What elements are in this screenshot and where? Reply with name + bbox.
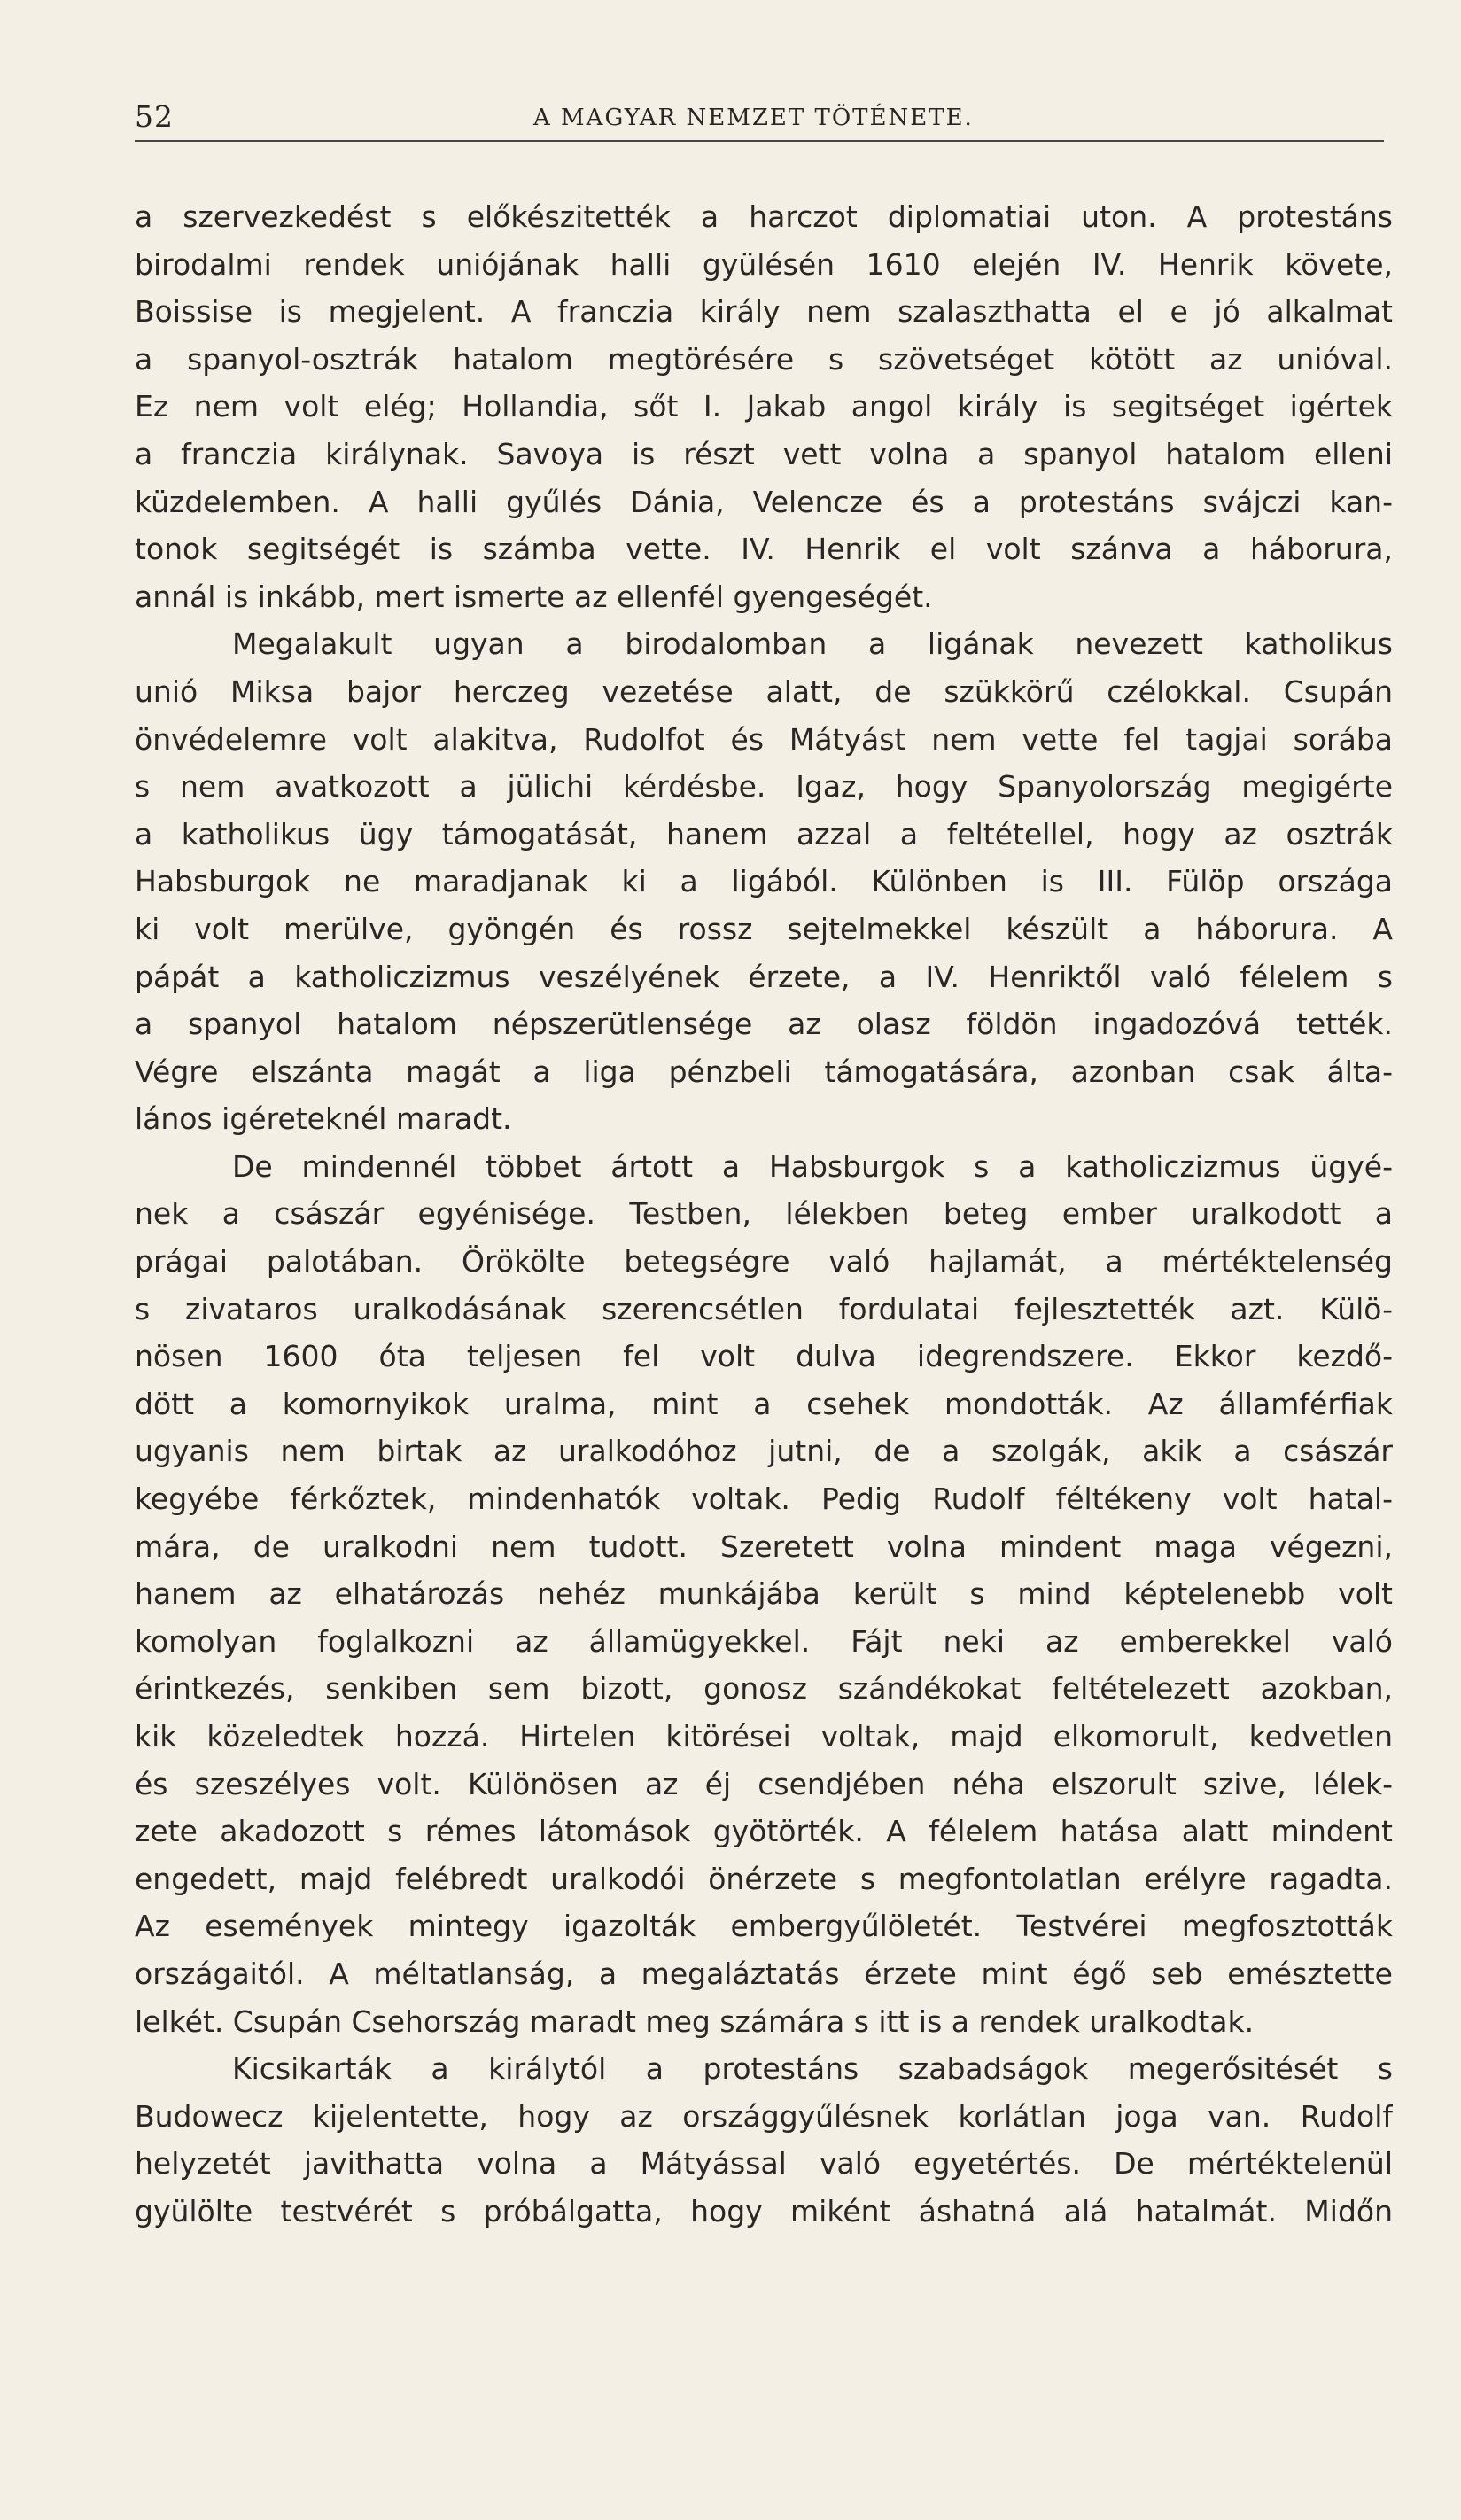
text-line: Boissise is megjelent. A franczia király nem szalaszthatta el e jó alkalmat: [135, 294, 1393, 330]
paragraph-3: [135, 1143, 1393, 2045]
text-line: prágai palotában. Örökölte betegségre való hajlamát, a mértéktelenség: [135, 1244, 1393, 1279]
text-line: s zivataros uralkodásának szerencsétlen fordulatai fejlesztették azt. Külö-: [135, 1291, 1393, 1326]
running-title: A MAGYAR NEMZET TÖTÉNETE.: [533, 105, 974, 131]
text-line: Kicsikarták a királytól a protestáns szabadságok megerősitését s: [232, 2051, 1393, 2087]
text-line: kik közeledtek hozzá. Hirtelen kitörései voltak, majd elkomorult, kedvetlen: [135, 1719, 1393, 1754]
text-line: s nem avatkozott a jülichi kérdésbe. Igaz, hogy Spanyolország megigérte: [135, 769, 1393, 805]
text-line: Megalakult ugyan a birodalomban a ligának nevezett katholikus: [232, 626, 1393, 662]
text-line: lelkét. Csupán Csehország maradt meg számára s itt is a rendek uralkodtak.: [135, 2003, 1255, 2039]
text-line: a katholikus ügy támogatását, hanem azzal a feltétellel, hogy az osztrák: [135, 816, 1393, 852]
text-line: Végre elszánta magát a liga pénzbeli támogatására, azonban csak álta-: [135, 1054, 1393, 1089]
text-line: pápát a katholiczizmus veszélyének érzete, a IV. Henriktől való félelem s: [135, 959, 1393, 994]
text-line: birodalmi rendek uniójának halli gyülésén 1610 elején IV. Henrik követe,: [135, 246, 1393, 282]
text-line: a szervezkedést s előkészitették a harczot diplomatiai uton. A protestáns: [135, 199, 1393, 234]
text-line: nösen 1600 óta teljesen fel volt dulva idegrendszere. Ekkor kezdő-: [135, 1339, 1393, 1374]
text-line: Budowecz kijelentette, hogy az országgyűlésnek korlátlan joga van. Rudolf: [135, 2098, 1393, 2134]
text-line: engedett, majd felébredt uralkodói önérzete s megfontolatlan erélyre ragadta.: [135, 1861, 1393, 1896]
text-line: unió Miksa bajor herczeg vezetése alatt, de szükkörű czélokkal. Csupán: [135, 673, 1393, 709]
text-line: kegyébe férkőztek, mindenhatók voltak. Pedig Rudolf féltékeny volt hatal-: [135, 1482, 1393, 1517]
text-line: mára, de uralkodni nem tudott. Szeretett volna mindent maga végezni,: [135, 1528, 1393, 1564]
text-line: zete akadozott s rémes látomások gyötörték. A félelem hatása alatt mindent: [135, 1814, 1393, 1849]
running-head: [135, 96, 1384, 142]
page-number: 52: [135, 99, 174, 134]
text-line: a spanyol hatalom népszerütlensége az olasz földön ingadozóvá tették.: [135, 1007, 1393, 1042]
text-line: ugyanis nem birtak az uralkodóhoz jutni, de a szolgák, akik a császár: [135, 1434, 1393, 1469]
text-line: lános igéreteknél maradt.: [135, 1101, 512, 1137]
text-line: ki volt merülve, gyöngén és rossz sejtelmekkel készült a háborura. A: [135, 911, 1393, 946]
paragraph-4: [135, 2045, 1393, 2235]
text-line: érintkezés, senkiben sem bizott, gonosz szándékokat feltételezett azokban,: [135, 1671, 1393, 1707]
text-line: országaitól. A méltatlanság, a megaláztatás érzete mint égő seb emésztette: [135, 1956, 1393, 1991]
text-line: tonok segitségét is számba vette. IV. Henrik el volt szánva a háborura,: [135, 532, 1393, 567]
text-line: De mindennél többet ártott a Habsburgok s a katholiczizmus ügyé-: [232, 1148, 1393, 1184]
text-line: a franczia királynak. Savoya is részt vett volna a spanyol hatalom elleni: [135, 436, 1393, 471]
text-line: küzdelemben. A halli gyűlés Dánia, Velencze és a protestáns svájczi kan-: [135, 484, 1393, 519]
text-line: Habsburgok ne maradjanak ki a ligából. Különben is III. Fülöp országa: [135, 864, 1393, 899]
header-rule: [135, 140, 1384, 142]
text-line: Ez nem volt elég; Hollandia, sőt I. Jakab angol király is segitséget igértek: [135, 389, 1393, 424]
text-line: hanem az elhatározás nehéz munkájába került s mind képtelenebb volt: [135, 1576, 1393, 1612]
text-line: annál is inkább, mert ismerte az ellenfél gyengeségét.: [135, 579, 933, 614]
paragraph-2: [135, 620, 1393, 1143]
text-line: Az események mintegy igazolták embergyűlöletét. Testvérei megfosztották: [135, 1909, 1393, 1944]
text-line: önvédelemre volt alakitva, Rudolfot és Mátyást nem vette fel tagjai sorába: [135, 721, 1393, 757]
text-line: és szeszélyes volt. Különösen az éj csendjében néha elszorult szive, lélek-: [135, 1766, 1393, 1801]
text-line: gyülölte testvérét s próbálgatta, hogy miként áshatná alá hatalmát. Midőn: [135, 2193, 1393, 2228]
text-line: dött a komornyikok uralma, mint a csehek mondották. Az államférfiak: [135, 1386, 1393, 1421]
text-line: helyzetét javithatta volna a Mátyással való egyetértés. De mértéktelenül: [135, 2146, 1393, 2182]
paragraph-1: [135, 193, 1393, 620]
text-line: a spanyol-osztrák hatalom megtörésére s szövetséget kötött az unióval.: [135, 341, 1393, 377]
text-line: nek a császár egyénisége. Testben, lélekben beteg ember uralkodott a: [135, 1196, 1393, 1232]
text-line: komolyan foglalkozni az államügyekkel. Fájt neki az emberekkel való: [135, 1623, 1393, 1659]
body-text: [135, 193, 1393, 2236]
